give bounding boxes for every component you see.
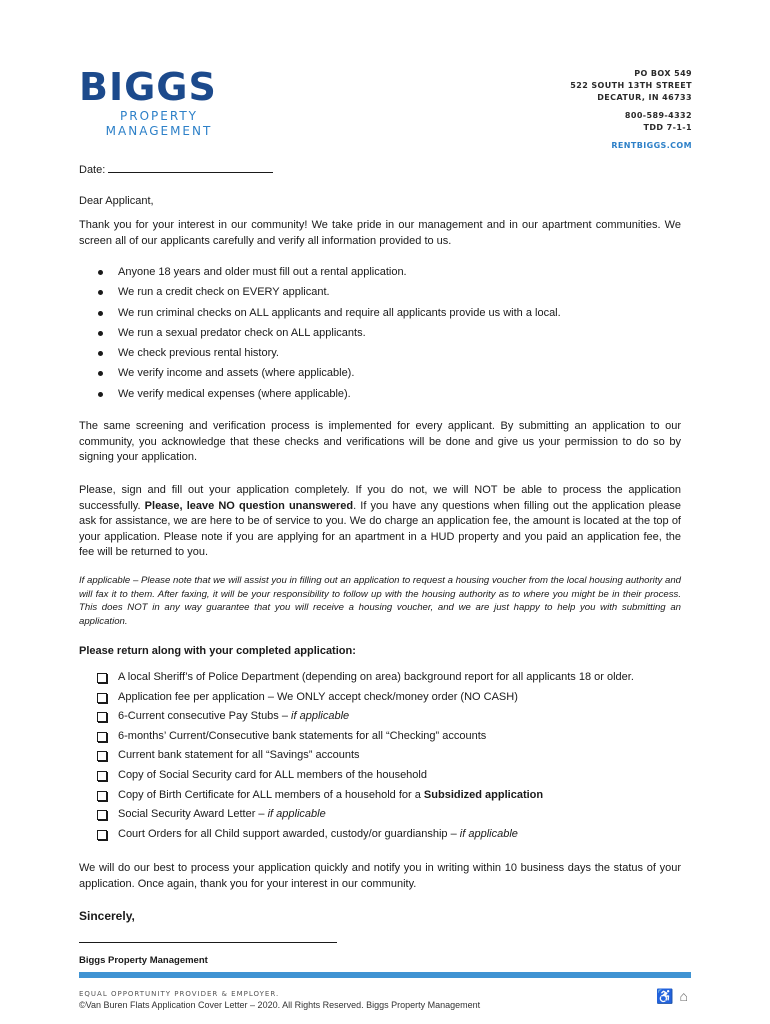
document-checklist (79, 668, 681, 844)
voucher-note: If applicable – Please note that we will assist you in filling out an application to request a housing voucher from the local housing authority and will fax it to them. After faxing, it will be your responsibility to follow up with the housing authority as to where you might be in their process. This does NOT in any way guarantee that you will receive a housing voucher, and we are just happy to help you with submitting an application. (79, 575, 681, 627)
company-logo (79, 65, 249, 139)
accessibility-icon: ♿ (656, 988, 674, 1004)
checklist-item: Copy of Social Security card for ALL members of the household (79, 766, 681, 786)
checkbox-icon (97, 732, 107, 742)
signature-name: Biggs Property Management (79, 955, 208, 966)
checklist-item: 6-Current consecutive Pay Stubs – if applicable (79, 707, 681, 727)
intro-paragraph: Thank you for your interest in our community! We take pride in our management and in our apartment communities. We screen all of our applicants carefully and verify all information provided to us. (79, 219, 681, 247)
sincerely: Sincerely, (79, 909, 135, 923)
bullet-icon (98, 290, 103, 295)
checklist-item: Application fee per application – We ONLY accept check/money order (NO CASH) (79, 688, 681, 708)
bullet-icon (98, 351, 103, 356)
checkbox-icon (97, 771, 107, 781)
website-link[interactable]: RENTBIGGS.COM (611, 141, 692, 150)
list-item: Anyone 18 years and older must fill out a rental application. (79, 262, 681, 282)
checkbox-icon (97, 810, 107, 820)
bullet-icon (98, 311, 103, 316)
screening-bullets (79, 262, 681, 404)
list-item: We verify medical expenses (where applicable). (79, 384, 681, 404)
bullet-icon (98, 331, 103, 336)
checkbox-icon (97, 791, 107, 801)
logo-line-2: MANAGEMENT (105, 124, 213, 138)
footer-icons (656, 988, 694, 1005)
phone-number: 800-589-4332 (624, 111, 692, 120)
screening-paragraph: The same screening and verification process is implemented for every applicant. By submitting an application to our community, you acknowledge that these checks and verifications will be done and give us your permission to do so by signing your application. (79, 420, 681, 463)
address-line-2: 522 SOUTH 13TH STREET (570, 81, 692, 90)
checkbox-icon (97, 693, 107, 703)
date-blank-line (108, 162, 273, 173)
checkbox-icon (97, 830, 107, 840)
copyright-notice: ©Van Buren Flats Application Cover Letter – 2020. All Rights Reserved. Biggs Property Management (79, 1000, 481, 1010)
bullet-icon (98, 392, 103, 397)
footer-bar (79, 972, 691, 978)
checkbox-icon (97, 751, 107, 761)
bullet-icon (98, 371, 103, 376)
logo-line-1: PROPERTY (120, 109, 198, 123)
checkbox-icon (97, 712, 107, 722)
checklist-item: Court Orders for all Child support awarded, custody/or guardianship – if applicable (79, 825, 681, 845)
date-label: Date: (79, 164, 106, 176)
logo-main: BIGGS (79, 65, 217, 109)
equal-housing-icon: ⌂ (679, 988, 688, 1004)
tdd-number: TDD 7-1-1 (643, 123, 692, 132)
checkbox-icon (97, 673, 107, 683)
checklist-item: 6-months’ Current/Consecutive bank statements for all “Checking” accounts (79, 727, 681, 747)
no-question-unanswered-note: Please, leave NO question unanswered (144, 499, 354, 512)
list-item: We run criminal checks on ALL applicants and require all applicants provide us with a local. (79, 303, 681, 323)
signature-line (79, 942, 337, 943)
date-row (79, 162, 681, 179)
list-item: We run a credit check on EVERY applicant. (79, 282, 681, 302)
list-item: We check previous rental history. (79, 343, 681, 363)
checklist-item: Copy of Birth Certificate for ALL members of a household for a Subsidized application (79, 786, 681, 806)
checklist-item: Social Security Award Letter – if applicable (79, 805, 681, 825)
list-item: We verify income and assets (where applicable). (79, 363, 681, 383)
address-line-1: PO BOX 549 (634, 69, 692, 78)
greeting: Dear Applicant, (79, 195, 154, 207)
sign-paragraph: Please, sign and fill out your application completely. If you do not, we will NOT be able to process the application successfully. Please, leave NO question unanswered. If you have any questions when filling out the application please ask for assistance, we are here to be of service to you. We do charge an application fee, the amount is located at the top of your application. Please note if you are applying for an apartment in a HUD property and you paid an application fee, the fee will be returned to you. (79, 484, 682, 558)
checklist-item: Current bank statement for all “Savings” accounts (79, 746, 681, 766)
return-heading: Please return along with your completed application: (79, 645, 356, 657)
address-line-3: DECATUR, IN 46733 (597, 93, 692, 102)
equal-opportunity-statement: EQUAL OPPORTUNITY PROVIDER & EMPLOYER. (79, 990, 280, 998)
list-item: We run a sexual predator check on ALL applicants. (79, 323, 681, 343)
contact-block (570, 68, 692, 152)
bullet-icon (98, 270, 103, 275)
checklist-item: A local Sheriff’s of Police Department (depending on area) background report for all applicants 18 or older. (79, 668, 681, 688)
closing-paragraph: We will do our best to process your application quickly and notify you in writing within 10 business days the status of your application. Once again, thank you for your interest in our community. (79, 862, 681, 890)
